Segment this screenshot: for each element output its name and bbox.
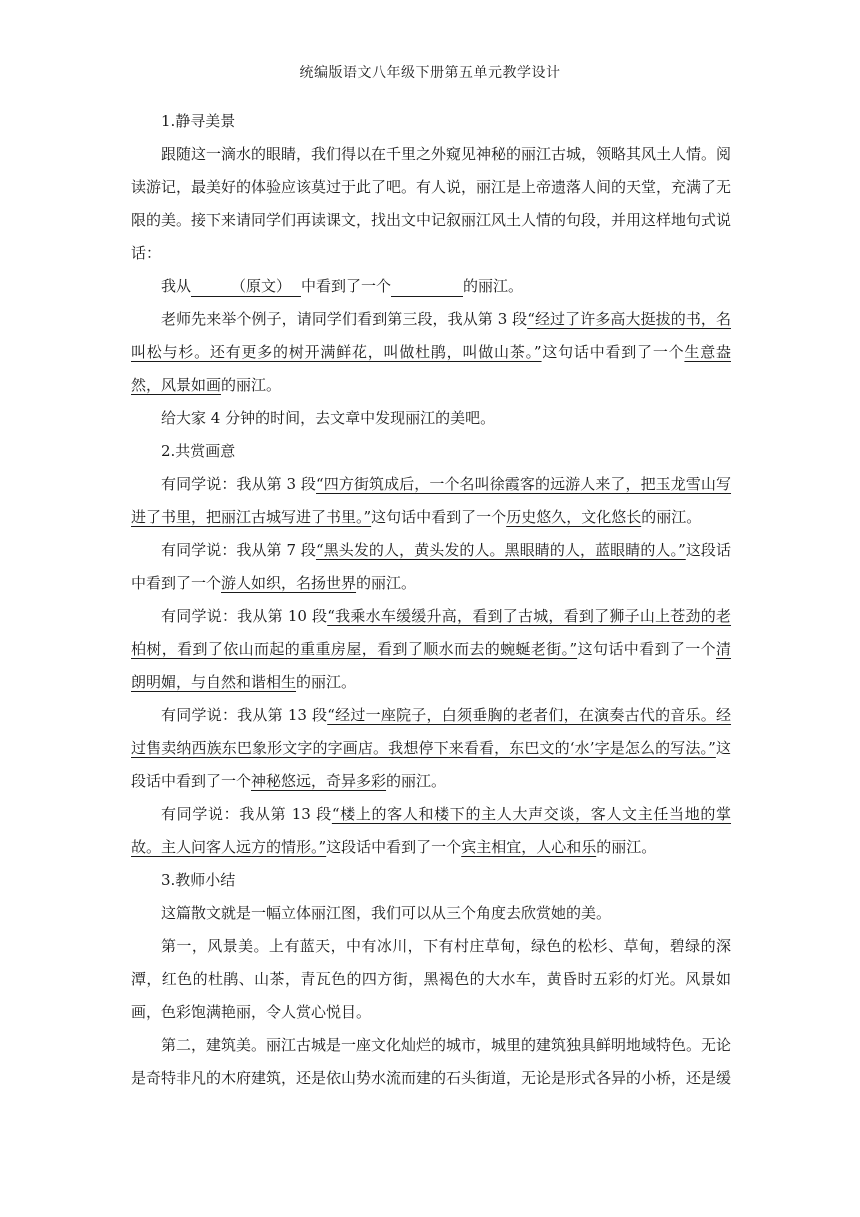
- answer-mid: 这段话中看到了一个: [131, 541, 731, 592]
- student-answer: [131, 534, 731, 600]
- example-lead: 老师先来举个例子，请同学们看到第三段，我从第 3 段: [161, 310, 528, 328]
- answer-mid: 这段话中看到了一个: [131, 739, 731, 790]
- architecture-paragraph: 第二，建筑美。丽江古城是一座文化灿烂的城市，城里的建筑独具鲜明地域特色。无论是奇特非凡的木府建筑，还是依山势水流而建的石头街道，无论是形式各异的小桥，还是缓: [131, 1036, 732, 1087]
- student-answer: [131, 468, 731, 534]
- answer-tail: 的丽江。: [596, 838, 657, 856]
- example-quote: “经过了许多高大挺拔的书，名叫松与杉。还有更多的树开满鲜花，叫做杜鹃，叫做山茶。”: [131, 310, 731, 361]
- answer-lead: 有同学说：我从第 13 段: [161, 805, 332, 823]
- section-heading-1: 1.静寻美景: [161, 112, 236, 130]
- section-heading-3: 3.教师小结: [161, 871, 236, 889]
- answer-description: 历史悠久，文化悠长: [506, 508, 642, 526]
- answer-lead: 有同学说：我从第 7 段: [161, 541, 316, 559]
- answer-quote: “楼上的客人和楼下的主人大声交谈，客人文主任当地的掌故。主人问客人远方的情形。”: [131, 805, 732, 856]
- answer-mid: 这段话中看到了一个: [326, 838, 462, 856]
- student-answer: [131, 798, 731, 864]
- example-tail: 的丽江。: [221, 376, 282, 394]
- answer-description: 游人如织，名扬世界: [221, 574, 357, 592]
- answer-quote: “四方街筑成后，一个名叫徐霞客的远游人来了，把玉龙雪山写进了书里，把丽江古城写进了书里。”: [131, 475, 732, 526]
- answer-tail: 的丽江。: [296, 673, 357, 691]
- answer-tail: 的丽江。: [641, 508, 702, 526]
- answer-quote: “黑头发的人，黄头发的人。黑眼睛的人，蓝眼睛的人。”: [315, 541, 686, 559]
- answer-quote: “经过一座院子，白须垂胸的老者们，在演奏古代的音乐。经过售卖纳西族东巴象形文字的字画店。我想停下来看看，东巴文的‘水’字是怎么的写法。”: [131, 706, 732, 757]
- answer-lead: 有同学说：我从第 3 段: [161, 475, 317, 493]
- example-mid: 这句话中看到了一个: [541, 343, 685, 361]
- page-header-title: 统编版语文八年级下册第五单元教学设计: [299, 65, 561, 81]
- summary-paragraph: 这篇散文就是一幅立体丽江图，我们可以从三个角度去欣赏她的美。: [161, 904, 612, 922]
- document-body: [131, 105, 731, 1095]
- student-answer: [131, 699, 731, 798]
- answer-description: 宾主相宜，人心和乐: [461, 838, 597, 856]
- answer-description: 神秘悠远，奇异多彩: [251, 772, 387, 790]
- scenery-paragraph: 第一，风景美。上有蓝天，中有冰川，下有村庄草甸，绿色的松杉、草甸，碧绿的深潭，红色的杜鹃、山茶，青瓦色的四方街，黑褐色的大水车，黄昏时五彩的灯光。风景如画，色彩饱满艳丽，令人赏心悦目。: [131, 937, 731, 1021]
- section-heading-2: 2.共赏画意: [161, 442, 236, 460]
- teacher-example: [131, 303, 731, 402]
- pattern-blank-description: [391, 276, 463, 297]
- sentence-pattern: [131, 270, 731, 303]
- pattern-suffix: 的丽江。: [463, 277, 524, 295]
- instruction-paragraph: 给大家 4 分钟的时间，去文章中发现丽江的美吧。: [161, 409, 496, 427]
- answer-mid: 这句话中看到了一个: [371, 508, 507, 526]
- answer-lead: 有同学说：我从第 10 段: [161, 607, 328, 625]
- student-answer: [131, 600, 731, 699]
- answer-quote: “我乘水车缓缓升高，看到了古城，看到了狮子山上苍劲的老柏树，看到了依山而起的重重房屋，看到了顺水而去的蜿蜒老街。”: [131, 607, 732, 658]
- intro-paragraph: 跟随这一滴水的眼睛，我们得以在千里之外窥见神秘的丽江古城，领略其风土人情。阅读游记，最美好的体验应该莫过于此了吧。有人说，丽江是上帝遗落人间的天堂，充满了无限的美。接下来请同学们再读课文，找出文中记叙丽江风土人情的句段，并用这样地句式说话：: [131, 145, 732, 262]
- answer-description: 清朗明媚，与自然和谐相生: [131, 640, 731, 691]
- pattern-prefix: 我从: [161, 277, 192, 295]
- pattern-blank-source: （原文）: [191, 276, 301, 297]
- answer-mid: 这句话中看到了一个: [577, 640, 716, 658]
- answer-tail: 的丽江。: [386, 772, 447, 790]
- answer-lead: 有同学说：我从第 13 段: [161, 706, 328, 724]
- answer-tail: 的丽江。: [356, 574, 417, 592]
- pattern-middle: 中看到了一个: [301, 277, 392, 295]
- example-description: 生意盎然，风景如画: [131, 343, 731, 394]
